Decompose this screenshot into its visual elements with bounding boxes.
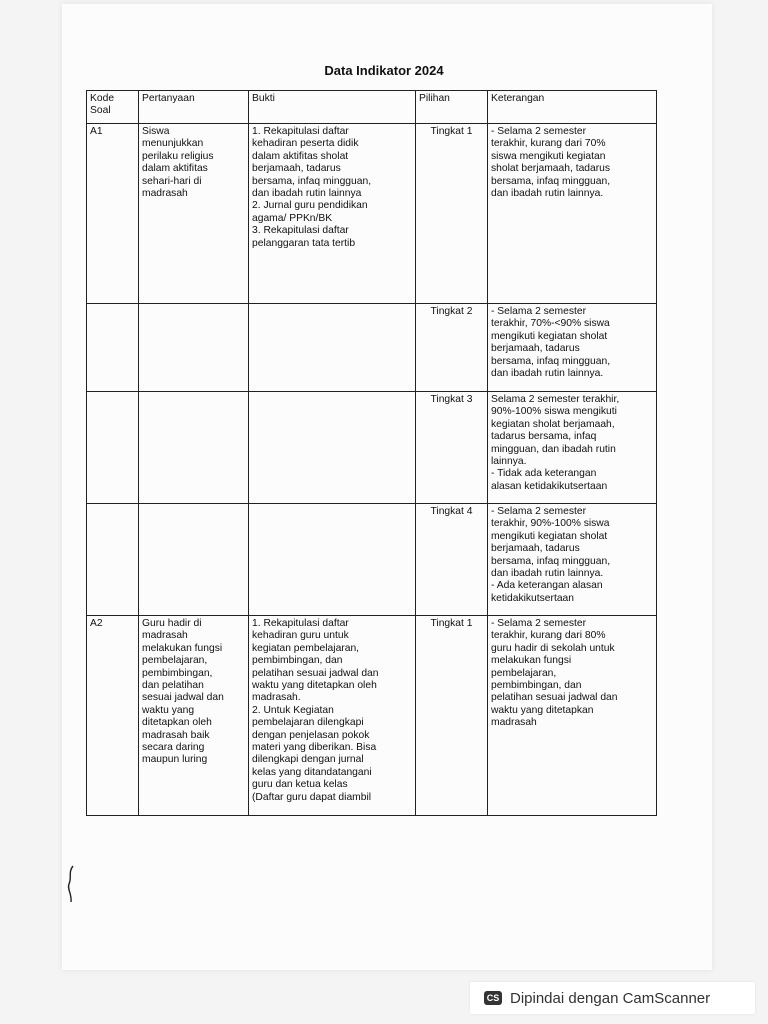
cell-bukti — [249, 504, 416, 616]
cell-pertanyaan — [139, 304, 249, 392]
header-pilihan: Pilihan — [416, 91, 488, 124]
header-pertanyaan: Pertanyaan — [139, 91, 249, 124]
table-row — [87, 124, 657, 304]
cell-pertanyaan: Siswa menunjukkan perilaku religius dalam aktifitas sehari-hari di madrasah — [139, 124, 249, 304]
header-bukti: Bukti — [249, 91, 416, 124]
cell-pilihan: Tingkat 1 — [416, 124, 488, 304]
cell-pertanyaan: Guru hadir di madrasah melakukan fungsi pembelajaran, pembimbingan, dan pelatihan sesuai jadwal dan waktu yang ditetapkan oleh madrasah baik secara daring maupun luring — [139, 616, 249, 816]
cell-kode — [87, 304, 139, 392]
document-title: Data Indikator 2024 — [324, 63, 444, 78]
ink-mark — [66, 864, 76, 904]
table-row — [87, 392, 657, 504]
header-keterangan: Keterangan — [488, 91, 657, 124]
cell-kode: A2 — [87, 616, 139, 816]
indicator-table — [86, 90, 657, 816]
cell-keterangan: - Selama 2 semester terakhir, 90%-100% siswa mengikuti kegiatan sholat berjamaah, tadarus bersama, infaq mingguan, dan ibadah rutin lainnya. - Ada keterangan alasan ketidakikutsertaan — [488, 504, 657, 616]
cell-bukti: 1. Rekapitulasi daftar kehadiran peserta didik dalam aktifitas sholat berjamaah, tadarus bersama, infaq mingguan, dan ibadah rutin lainnya 2. Jurnal guru pendidikan agama/ PPKn/BK 3. Rekapitulasi daftar pelanggaran tata tertib — [249, 124, 416, 304]
cell-keterangan: - Selama 2 semester terakhir, 70%-<90% siswa mengikuti kegiatan sholat berjamaah, tadarus bersama, infaq mingguan, dan ibadah rutin lainnya. — [488, 304, 657, 392]
cell-bukti — [249, 392, 416, 504]
cell-bukti: 1. Rekapitulasi daftar kehadiran guru untuk kegiatan pembelajaran, pembimbingan, dan pelatihan sesuai jadwal dan waktu yang ditetapkan oleh madrasah. 2. Untuk Kegiatan pembelajaran dilengkapi dengan penjelasan pokok materi yang diberikan. Bisa dilengkapi dengan jurnal kelas yang ditandatangani guru dan ketua kelas (Daftar guru dapat diambil — [249, 616, 416, 816]
table-header-row — [87, 91, 657, 124]
cell-pertanyaan — [139, 504, 249, 616]
cell-keterangan: - Selama 2 semester terakhir, kurang dari 80% guru hadir di sekolah untuk melakukan fungsi pembelajaran, pembimbingan, dan pelatihan sesuai jadwal dan waktu yang ditetapkan madrasah — [488, 616, 657, 816]
cell-pertanyaan — [139, 392, 249, 504]
cell-pilihan: Tingkat 4 — [416, 504, 488, 616]
cell-pilihan: Tingkat 2 — [416, 304, 488, 392]
camscanner-logo-icon: CS — [484, 991, 502, 1005]
camscanner-watermark — [470, 982, 755, 1014]
cell-pilihan: Tingkat 1 — [416, 616, 488, 816]
watermark-text: Dipindai dengan CamScanner — [510, 989, 711, 1007]
cell-bukti — [249, 304, 416, 392]
cell-keterangan: - Selama 2 semester terakhir, kurang dari 70% siswa mengikuti kegiatan sholat berjamaah, tadarus bersama, infaq mingguan, dan ibadah rutin lainnya. — [488, 124, 657, 304]
cell-kode — [87, 392, 139, 504]
cell-kode — [87, 504, 139, 616]
table-row — [87, 616, 657, 816]
cell-kode: A1 — [87, 124, 139, 304]
table-row — [87, 304, 657, 392]
header-kode-soal: Kode Soal — [87, 91, 139, 124]
table-row — [87, 504, 657, 616]
cell-pilihan: Tingkat 3 — [416, 392, 488, 504]
cell-keterangan: Selama 2 semester terakhir, 90%-100% siswa mengikuti kegiatan sholat berjamaah, tadarus bersama, infaq mingguan, dan ibadah rutin lainnya. - Tidak ada keterangan alasan ketidakikutsertaan — [488, 392, 657, 504]
